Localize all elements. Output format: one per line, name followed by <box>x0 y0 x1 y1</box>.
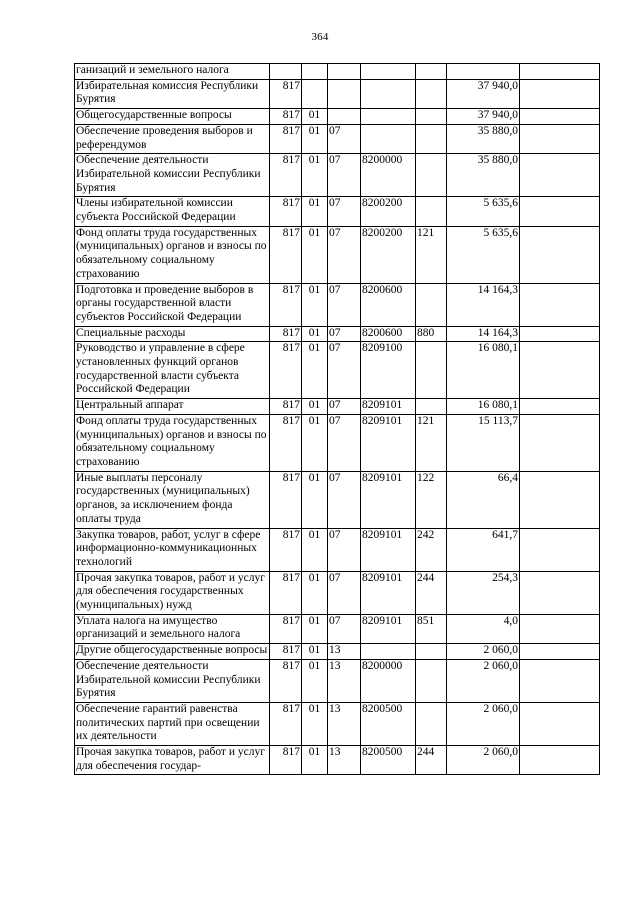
row-expense-type-code: 880 <box>416 326 447 342</box>
row-target-article-code <box>361 644 416 660</box>
table-row <box>75 614 600 643</box>
table-row <box>75 414 600 471</box>
row-section-code: 01 <box>302 571 328 614</box>
row-empty-cell <box>520 283 600 326</box>
row-empty-cell <box>520 659 600 702</box>
row-section-code: 01 <box>302 614 328 643</box>
row-name: Фонд оплаты труда государственных (муниципальных) органов и взносы по обязательному социальному страхованию <box>75 226 270 283</box>
row-name: Прочая закупка товаров, работ и услуг для обеспечения государственных (муниципальных) нужд <box>75 571 270 614</box>
row-amount: 66,4 <box>447 471 520 528</box>
row-section-code <box>302 79 328 108</box>
row-empty-cell <box>520 644 600 660</box>
row-grbs-code: 817 <box>270 283 302 326</box>
table-row <box>75 326 600 342</box>
row-target-article-code: 8200200 <box>361 226 416 283</box>
row-section-code: 01 <box>302 283 328 326</box>
row-grbs-code: 817 <box>270 414 302 471</box>
row-expense-type-code <box>416 79 447 108</box>
row-target-article-code: 8209101 <box>361 571 416 614</box>
row-target-article-code: 8209101 <box>361 471 416 528</box>
row-section-code: 01 <box>302 342 328 399</box>
row-subsection-code: 07 <box>328 528 361 571</box>
table-row <box>75 109 600 125</box>
row-amount: 2 060,0 <box>447 746 520 775</box>
row-expense-type-code <box>416 283 447 326</box>
row-expense-type-code <box>416 342 447 399</box>
table-row <box>75 197 600 226</box>
row-subsection-code <box>328 109 361 125</box>
row-expense-type-code: 121 <box>416 226 447 283</box>
row-expense-type-code: 121 <box>416 414 447 471</box>
table-row <box>75 283 600 326</box>
row-empty-cell <box>520 614 600 643</box>
row-section-code: 01 <box>302 644 328 660</box>
row-amount <box>447 64 520 80</box>
row-name: Избирательная комиссия Республики Бурятия <box>75 79 270 108</box>
table-row <box>75 571 600 614</box>
row-subsection-code: 07 <box>328 414 361 471</box>
row-section-code: 01 <box>302 109 328 125</box>
table-row <box>75 64 600 80</box>
row-target-article-code: 8200000 <box>361 659 416 702</box>
row-subsection-code: 07 <box>328 154 361 197</box>
row-name: Обеспечение проведения выборов и референдумов <box>75 124 270 153</box>
row-name: Члены избирательной комиссии субъекта Российской Федерации <box>75 197 270 226</box>
row-subsection-code <box>328 79 361 108</box>
row-subsection-code: 13 <box>328 746 361 775</box>
row-empty-cell <box>520 342 600 399</box>
row-subsection-code: 07 <box>328 471 361 528</box>
row-section-code: 01 <box>302 746 328 775</box>
row-section-code: 01 <box>302 702 328 745</box>
row-expense-type-code: 122 <box>416 471 447 528</box>
row-empty-cell <box>520 702 600 745</box>
row-grbs-code: 817 <box>270 342 302 399</box>
row-amount: 16 080,1 <box>447 399 520 415</box>
row-section-code <box>302 64 328 80</box>
row-name: Иные выплаты персоналу государственных (муниципальных) органов, за исключением фонда оплаты труда <box>75 471 270 528</box>
row-grbs-code: 817 <box>270 79 302 108</box>
row-empty-cell <box>520 226 600 283</box>
row-empty-cell <box>520 414 600 471</box>
row-expense-type-code <box>416 64 447 80</box>
row-grbs-code <box>270 64 302 80</box>
row-name: Подготовка и проведение выборов в органы государственной власти субъектов Российской Федерации <box>75 283 270 326</box>
row-expense-type-code <box>416 702 447 745</box>
row-target-article-code: 8209101 <box>361 614 416 643</box>
row-section-code: 01 <box>302 124 328 153</box>
table-row <box>75 702 600 745</box>
row-subsection-code: 07 <box>328 399 361 415</box>
table-row <box>75 79 600 108</box>
row-expense-type-code: 244 <box>416 746 447 775</box>
row-name: Центральный аппарат <box>75 399 270 415</box>
row-subsection-code: 07 <box>328 283 361 326</box>
row-empty-cell <box>520 471 600 528</box>
row-subsection-code: 07 <box>328 614 361 643</box>
table-row <box>75 746 600 775</box>
row-amount: 15 113,7 <box>447 414 520 471</box>
row-name: Обеспечение деятельности Избирательной комиссии Республики Бурятия <box>75 154 270 197</box>
row-target-article-code: 8200600 <box>361 283 416 326</box>
row-name: Общегосударственные вопросы <box>75 109 270 125</box>
row-expense-type-code <box>416 644 447 660</box>
row-amount: 37 940,0 <box>447 79 520 108</box>
table-row <box>75 644 600 660</box>
row-name: Фонд оплаты труда государственных (муниципальных) органов и взносы по обязательному социальному страхованию <box>75 414 270 471</box>
row-grbs-code: 817 <box>270 746 302 775</box>
row-name: Обеспечение гарантий равенства политических партий при освещении их деятельности <box>75 702 270 745</box>
row-target-article-code <box>361 64 416 80</box>
row-amount: 641,7 <box>447 528 520 571</box>
row-amount: 14 164,3 <box>447 283 520 326</box>
row-name: Уплата налога на имущество организаций и земельного налога <box>75 614 270 643</box>
row-name: Прочая закупка товаров, работ и услуг для обеспечения государ- <box>75 746 270 775</box>
row-section-code: 01 <box>302 197 328 226</box>
row-amount: 2 060,0 <box>447 644 520 660</box>
row-amount: 2 060,0 <box>447 659 520 702</box>
row-name: Обеспечение деятельности Избирательной комиссии Республики Бурятия <box>75 659 270 702</box>
row-target-article-code: 8200000 <box>361 154 416 197</box>
budget-table-body <box>75 64 600 775</box>
row-expense-type-code: 242 <box>416 528 447 571</box>
row-section-code: 01 <box>302 399 328 415</box>
row-amount: 35 880,0 <box>447 124 520 153</box>
row-empty-cell <box>520 79 600 108</box>
row-target-article-code: 8200200 <box>361 197 416 226</box>
row-amount: 16 080,1 <box>447 342 520 399</box>
row-grbs-code: 817 <box>270 528 302 571</box>
row-target-article-code: 8209100 <box>361 342 416 399</box>
row-target-article-code: 8209101 <box>361 528 416 571</box>
row-section-code: 01 <box>302 471 328 528</box>
row-empty-cell <box>520 64 600 80</box>
row-grbs-code: 817 <box>270 644 302 660</box>
table-row <box>75 342 600 399</box>
row-expense-type-code: 244 <box>416 571 447 614</box>
row-empty-cell <box>520 154 600 197</box>
row-amount: 35 880,0 <box>447 154 520 197</box>
row-section-code: 01 <box>302 326 328 342</box>
row-grbs-code: 817 <box>270 659 302 702</box>
row-expense-type-code: 851 <box>416 614 447 643</box>
table-row <box>75 471 600 528</box>
row-grbs-code: 817 <box>270 399 302 415</box>
row-subsection-code: 07 <box>328 342 361 399</box>
row-amount: 14 164,3 <box>447 326 520 342</box>
row-name: ганизаций и земельного налога <box>75 64 270 80</box>
row-grbs-code: 817 <box>270 471 302 528</box>
row-target-article-code: 8200600 <box>361 326 416 342</box>
row-amount: 5 635,6 <box>447 197 520 226</box>
row-grbs-code: 817 <box>270 226 302 283</box>
row-target-article-code: 8200500 <box>361 746 416 775</box>
row-subsection-code: 07 <box>328 571 361 614</box>
row-subsection-code: 13 <box>328 659 361 702</box>
row-empty-cell <box>520 571 600 614</box>
row-amount: 4,0 <box>447 614 520 643</box>
row-subsection-code <box>328 64 361 80</box>
row-grbs-code: 817 <box>270 702 302 745</box>
row-expense-type-code <box>416 154 447 197</box>
row-empty-cell <box>520 528 600 571</box>
row-empty-cell <box>520 746 600 775</box>
row-grbs-code: 817 <box>270 197 302 226</box>
row-target-article-code: 8209101 <box>361 399 416 415</box>
table-row <box>75 226 600 283</box>
row-empty-cell <box>520 326 600 342</box>
row-name: Руководство и управление в сфере установленных функций органов государственной власти субъекта Российской Федерации <box>75 342 270 399</box>
row-grbs-code: 817 <box>270 614 302 643</box>
row-target-article-code <box>361 79 416 108</box>
row-amount: 254,3 <box>447 571 520 614</box>
budget-table <box>74 63 600 775</box>
row-grbs-code: 817 <box>270 109 302 125</box>
row-subsection-code: 07 <box>328 326 361 342</box>
row-subsection-code: 13 <box>328 644 361 660</box>
row-amount: 2 060,0 <box>447 702 520 745</box>
row-subsection-code: 07 <box>328 226 361 283</box>
row-name: Специальные расходы <box>75 326 270 342</box>
row-grbs-code: 817 <box>270 326 302 342</box>
row-expense-type-code <box>416 124 447 153</box>
row-grbs-code: 817 <box>270 154 302 197</box>
row-empty-cell <box>520 399 600 415</box>
row-grbs-code: 817 <box>270 571 302 614</box>
row-subsection-code: 07 <box>328 197 361 226</box>
row-grbs-code: 817 <box>270 124 302 153</box>
row-target-article-code: 8200500 <box>361 702 416 745</box>
row-subsection-code: 13 <box>328 702 361 745</box>
table-row <box>75 659 600 702</box>
row-empty-cell <box>520 109 600 125</box>
row-target-article-code: 8209101 <box>361 414 416 471</box>
row-expense-type-code <box>416 197 447 226</box>
row-target-article-code <box>361 109 416 125</box>
row-amount: 37 940,0 <box>447 109 520 125</box>
row-expense-type-code <box>416 399 447 415</box>
table-row <box>75 528 600 571</box>
row-section-code: 01 <box>302 226 328 283</box>
row-amount: 5 635,6 <box>447 226 520 283</box>
table-row <box>75 124 600 153</box>
row-expense-type-code <box>416 109 447 125</box>
row-section-code: 01 <box>302 414 328 471</box>
row-target-article-code <box>361 124 416 153</box>
row-section-code: 01 <box>302 659 328 702</box>
row-name: Закупка товаров, работ, услуг в сфере информационно-коммуникационных технологий <box>75 528 270 571</box>
table-row <box>75 154 600 197</box>
row-subsection-code: 07 <box>328 124 361 153</box>
row-empty-cell <box>520 197 600 226</box>
row-empty-cell <box>520 124 600 153</box>
page-number: 364 <box>311 31 329 43</box>
row-expense-type-code <box>416 659 447 702</box>
table-row <box>75 399 600 415</box>
row-section-code: 01 <box>302 154 328 197</box>
row-name: Другие общегосударственные вопросы <box>75 644 270 660</box>
row-section-code: 01 <box>302 528 328 571</box>
